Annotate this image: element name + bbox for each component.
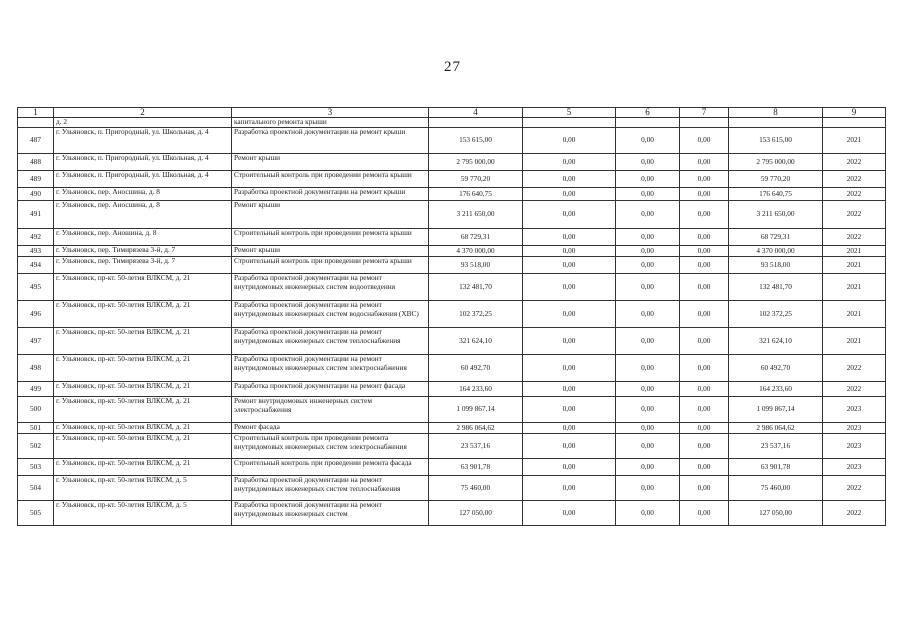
row-number: 492 [18, 229, 54, 246]
table-row [18, 257, 886, 274]
cost-col7-cell: 0,00 [680, 382, 729, 397]
table-row [18, 434, 886, 459]
cost-col5-cell: 0,00 [523, 128, 616, 154]
page-number: 27 [444, 59, 461, 75]
row-number: 496 [18, 301, 54, 328]
column-header-5: 5 [523, 108, 616, 118]
table-row [18, 397, 886, 423]
total-cost-cell: 60 492,70 [429, 355, 523, 382]
cost-col5-cell: 0,00 [523, 201, 616, 229]
table-row [18, 476, 886, 501]
year-cell: 2021 [823, 274, 886, 301]
cost-col6-cell: 0,00 [616, 501, 680, 526]
table-row [18, 128, 886, 154]
row-number: 495 [18, 274, 54, 301]
column-number-header [18, 108, 886, 118]
table-row [18, 246, 886, 257]
row-number: 505 [18, 501, 54, 526]
continuation-address: д. 2 [54, 118, 232, 128]
cost-col7-cell: 0,00 [680, 257, 729, 274]
cost-col5-cell: 0,00 [523, 154, 616, 171]
work-type-cell: Строительный контроль при проведении ремонта крыши [232, 229, 429, 246]
cost-col6-cell: 0,00 [616, 328, 680, 355]
work-type-cell: Разработка проектной документации на ремонт внутридомовых инженерных систем [232, 501, 429, 526]
year-cell: 2022 [823, 201, 886, 229]
address-cell: г. Ульяновск, пр-кт. 50-летия ВЛКСМ, д. 21 [54, 397, 232, 423]
total-cost-cell: 1 099 867,14 [429, 397, 523, 423]
column-header-4: 4 [429, 108, 523, 118]
continuation-num [18, 118, 54, 128]
table-row [18, 171, 886, 188]
work-type-cell: Разработка проектной документации на ремонт внутридомовых инженерных систем водоснабжения (ХВС) [232, 301, 429, 328]
column-header-9: 9 [823, 108, 886, 118]
row-number: 498 [18, 355, 54, 382]
continuation-cell [680, 118, 729, 128]
total-cost-cell: 127 050,00 [429, 501, 523, 526]
cost-col6-cell: 0,00 [616, 355, 680, 382]
year-cell: 2022 [823, 355, 886, 382]
address-cell: г. Ульяновск, пр-кт. 50-летия ВЛКСМ, д. 21 [54, 274, 232, 301]
address-cell: г. Ульяновск, пр-кт. 50-летия ВЛКСМ, д. 21 [54, 459, 232, 476]
cost-col7-cell: 0,00 [680, 459, 729, 476]
cost-col6-cell: 0,00 [616, 476, 680, 501]
row-number: 503 [18, 459, 54, 476]
cost-col5-cell: 0,00 [523, 171, 616, 188]
cost-col6-cell: 0,00 [616, 229, 680, 246]
address-cell: г. Ульяновск, пр-кт. 50-летия ВЛКСМ, д. 21 [54, 328, 232, 355]
column-header-7: 7 [680, 108, 729, 118]
cost-col5-cell: 0,00 [523, 423, 616, 434]
cost-col6-cell: 0,00 [616, 301, 680, 328]
cost-col5-cell: 0,00 [523, 328, 616, 355]
address-cell: г. Ульяновск, п. Пригородный, ул. Школьная, д. 4 [54, 171, 232, 188]
total-cost-cell: 59 770,20 [429, 171, 523, 188]
row-number: 494 [18, 257, 54, 274]
row-number: 497 [18, 328, 54, 355]
year-cell: 2023 [823, 459, 886, 476]
address-cell: г. Ульяновск, пр-кт. 50-летия ВЛКСМ, д. 21 [54, 423, 232, 434]
cost-col7-cell: 0,00 [680, 423, 729, 434]
cost-col5-cell: 0,00 [523, 434, 616, 459]
cost-col6-cell: 0,00 [616, 423, 680, 434]
work-type-cell: Строительный контроль при проведении ремонта внутридомовых инженерных систем электроснабжения [232, 434, 429, 459]
table-row [18, 459, 886, 476]
continuation-cell [616, 118, 680, 128]
year-cell: 2023 [823, 434, 886, 459]
table-row [18, 188, 886, 201]
year-cell: 2022 [823, 229, 886, 246]
cost-col8-cell: 164 233,60 [729, 382, 823, 397]
year-cell: 2021 [823, 257, 886, 274]
address-cell: г. Ульяновск, п. Пригородный, ул. Школьная, д. 4 [54, 154, 232, 171]
continuation-cell [729, 118, 823, 128]
year-cell: 2022 [823, 171, 886, 188]
cost-col8-cell: 60 492,70 [729, 355, 823, 382]
column-header-1: 1 [18, 108, 54, 118]
continuation-cell [823, 118, 886, 128]
column-header-8: 8 [729, 108, 823, 118]
table-row [18, 154, 886, 171]
total-cost-cell: 153 615,00 [429, 128, 523, 154]
cost-col8-cell: 63 901,78 [729, 459, 823, 476]
cost-col5-cell: 0,00 [523, 246, 616, 257]
row-number: 502 [18, 434, 54, 459]
year-cell: 2022 [823, 154, 886, 171]
column-header-3: 3 [232, 108, 429, 118]
row-number: 490 [18, 188, 54, 201]
cost-col8-cell: 23 537,16 [729, 434, 823, 459]
cost-col7-cell: 0,00 [680, 128, 729, 154]
year-cell: 2023 [823, 423, 886, 434]
work-type-cell: Разработка проектной документации на ремонт внутридомовых инженерных систем водоотведения [232, 274, 429, 301]
year-cell: 2022 [823, 501, 886, 526]
total-cost-cell: 2 986 064,62 [429, 423, 523, 434]
year-cell: 2022 [823, 382, 886, 397]
address-cell: г. Ульяновск, п. Пригородный, ул. Школьная, д. 4 [54, 128, 232, 154]
continuation-cell [429, 118, 523, 128]
cost-col6-cell: 0,00 [616, 397, 680, 423]
table-row [18, 274, 886, 301]
cost-col6-cell: 0,00 [616, 171, 680, 188]
cost-col8-cell: 93 518,00 [729, 257, 823, 274]
cost-col8-cell: 127 050,00 [729, 501, 823, 526]
repair-register-table [17, 107, 886, 526]
work-type-cell: Ремонт крыши [232, 201, 429, 229]
work-type-cell: Ремонт внутридомовых инженерных систем электроснабжения [232, 397, 429, 423]
cost-col7-cell: 0,00 [680, 434, 729, 459]
total-cost-cell: 176 640,75 [429, 188, 523, 201]
cost-col5-cell: 0,00 [523, 501, 616, 526]
cost-col6-cell: 0,00 [616, 154, 680, 171]
continuation-row [18, 118, 886, 128]
row-number: 504 [18, 476, 54, 501]
total-cost-cell: 93 518,00 [429, 257, 523, 274]
cost-col8-cell: 2 795 000,00 [729, 154, 823, 171]
cost-col5-cell: 0,00 [523, 274, 616, 301]
column-header-2: 2 [54, 108, 232, 118]
total-cost-cell: 132 481,70 [429, 274, 523, 301]
year-cell: 2022 [823, 188, 886, 201]
table-row [18, 355, 886, 382]
work-type-cell: Строительный контроль при проведении ремонта крыши [232, 171, 429, 188]
address-cell: г. Ульяновск, пр-кт. 50-летия ВЛКСМ, д. 5 [54, 501, 232, 526]
total-cost-cell: 75 460,00 [429, 476, 523, 501]
total-cost-cell: 63 901,78 [429, 459, 523, 476]
cost-col8-cell: 59 770,20 [729, 171, 823, 188]
work-type-cell: Ремонт крыши [232, 246, 429, 257]
column-header-6: 6 [616, 108, 680, 118]
cost-col8-cell: 2 986 064,62 [729, 423, 823, 434]
cost-col6-cell: 0,00 [616, 382, 680, 397]
year-cell: 2023 [823, 397, 886, 423]
address-cell: г. Ульяновск, пр-кт. 50-летия ВЛКСМ, д. 21 [54, 301, 232, 328]
row-number: 499 [18, 382, 54, 397]
address-cell: г. Ульяновск, пер. Аносшина, д. 8 [54, 201, 232, 229]
total-cost-cell: 68 729,31 [429, 229, 523, 246]
row-number: 493 [18, 246, 54, 257]
cost-col5-cell: 0,00 [523, 355, 616, 382]
cost-col7-cell: 0,00 [680, 171, 729, 188]
row-number: 489 [18, 171, 54, 188]
cost-col6-cell: 0,00 [616, 246, 680, 257]
cost-col5-cell: 0,00 [523, 188, 616, 201]
total-cost-cell: 164 233,60 [429, 382, 523, 397]
address-cell: г. Ульяновск, пр-кт. 50-летия ВЛКСМ, д. 21 [54, 382, 232, 397]
cost-col7-cell: 0,00 [680, 328, 729, 355]
cost-col6-cell: 0,00 [616, 257, 680, 274]
total-cost-cell: 3 211 650,00 [429, 201, 523, 229]
year-cell: 2022 [823, 476, 886, 501]
work-type-cell: Строительный контроль при проведении ремонта крыши [232, 257, 429, 274]
year-cell: 2021 [823, 128, 886, 154]
cost-col7-cell: 0,00 [680, 355, 729, 382]
total-cost-cell: 102 372,25 [429, 301, 523, 328]
cost-col7-cell: 0,00 [680, 301, 729, 328]
cost-col6-cell: 0,00 [616, 188, 680, 201]
address-cell: г. Ульяновск, пер. Аношина, д. 8 [54, 229, 232, 246]
cost-col8-cell: 153 615,00 [729, 128, 823, 154]
address-cell: г. Ульяновск, пр-кт. 50-летия ВЛКСМ, д. 5 [54, 476, 232, 501]
table-row [18, 328, 886, 355]
row-number: 491 [18, 201, 54, 229]
total-cost-cell: 23 537,16 [429, 434, 523, 459]
cost-col7-cell: 0,00 [680, 246, 729, 257]
work-type-cell: Ремонт фасада [232, 423, 429, 434]
total-cost-cell: 4 370 000,00 [429, 246, 523, 257]
work-type-cell: Разработка проектной документации на ремонт внутридомовых инженерных систем электроснабжения [232, 355, 429, 382]
cost-col7-cell: 0,00 [680, 476, 729, 501]
table-row [18, 423, 886, 434]
cost-col5-cell: 0,00 [523, 459, 616, 476]
cost-col7-cell: 0,00 [680, 274, 729, 301]
address-cell: г. Ульяновск, пер. Тимирязева 3-й, д. 7 [54, 257, 232, 274]
cost-col7-cell: 0,00 [680, 229, 729, 246]
cost-col8-cell: 321 624,10 [729, 328, 823, 355]
cost-col8-cell: 3 211 650,00 [729, 201, 823, 229]
year-cell: 2021 [823, 328, 886, 355]
row-number: 500 [18, 397, 54, 423]
continuation-cell [523, 118, 616, 128]
row-number: 487 [18, 128, 54, 154]
cost-col8-cell: 132 481,70 [729, 274, 823, 301]
cost-col7-cell: 0,00 [680, 501, 729, 526]
cost-col7-cell: 0,00 [680, 201, 729, 229]
table-body [18, 118, 886, 526]
work-type-cell: Разработка проектной документации на ремонт крыши [232, 188, 429, 201]
year-cell: 2021 [823, 246, 886, 257]
row-number: 501 [18, 423, 54, 434]
table-row [18, 382, 886, 397]
work-type-cell: Разработка проектной документации на ремонт крыши [232, 128, 429, 154]
year-cell: 2021 [823, 301, 886, 328]
cost-col8-cell: 1 099 867,14 [729, 397, 823, 423]
work-type-cell: Строительный контроль при проведении ремонта фасада [232, 459, 429, 476]
cost-col8-cell: 102 372,25 [729, 301, 823, 328]
table-row [18, 301, 886, 328]
work-type-cell: Разработка проектной документации на ремонт внутридомовых инженерных систем теплоснабжения [232, 476, 429, 501]
address-cell: г. Ульяновск, пр-кт. 50-летия ВЛКСМ, д. 21 [54, 434, 232, 459]
cost-col6-cell: 0,00 [616, 434, 680, 459]
cost-col8-cell: 176 640,75 [729, 188, 823, 201]
cost-col8-cell: 75 460,00 [729, 476, 823, 501]
cost-col7-cell: 0,00 [680, 188, 729, 201]
cost-col7-cell: 0,00 [680, 397, 729, 423]
work-type-cell: Разработка проектной документации на ремонт внутридомовых инженерных систем теплоснабжения [232, 328, 429, 355]
total-cost-cell: 2 795 000,00 [429, 154, 523, 171]
cost-col6-cell: 0,00 [616, 128, 680, 154]
work-type-cell: Разработка проектной документации на ремонт фасада [232, 382, 429, 397]
table-row [18, 501, 886, 526]
cost-col5-cell: 0,00 [523, 257, 616, 274]
work-type-cell: Ремонт крыши [232, 154, 429, 171]
cost-col7-cell: 0,00 [680, 154, 729, 171]
cost-col6-cell: 0,00 [616, 201, 680, 229]
continuation-work: капитального ремонта крыши [232, 118, 429, 128]
table-row [18, 229, 886, 246]
row-number: 488 [18, 154, 54, 171]
cost-col6-cell: 0,00 [616, 459, 680, 476]
address-cell: г. Ульяновск, пр-кт. 50-летия ВЛКСМ, д. 21 [54, 355, 232, 382]
cost-col8-cell: 4 370 000,00 [729, 246, 823, 257]
cost-col5-cell: 0,00 [523, 229, 616, 246]
cost-col5-cell: 0,00 [523, 476, 616, 501]
cost-col5-cell: 0,00 [523, 301, 616, 328]
cost-col5-cell: 0,00 [523, 397, 616, 423]
address-cell: г. Ульяновск, пер. Тимирязева 3-й, д. 7 [54, 246, 232, 257]
header-row [18, 108, 886, 118]
cost-col6-cell: 0,00 [616, 274, 680, 301]
address-cell: г. Ульяновск, пер. Аносшина, д. 8 [54, 188, 232, 201]
table-row [18, 201, 886, 229]
cost-col5-cell: 0,00 [523, 382, 616, 397]
cost-col8-cell: 68 729,31 [729, 229, 823, 246]
total-cost-cell: 321 624,10 [429, 328, 523, 355]
